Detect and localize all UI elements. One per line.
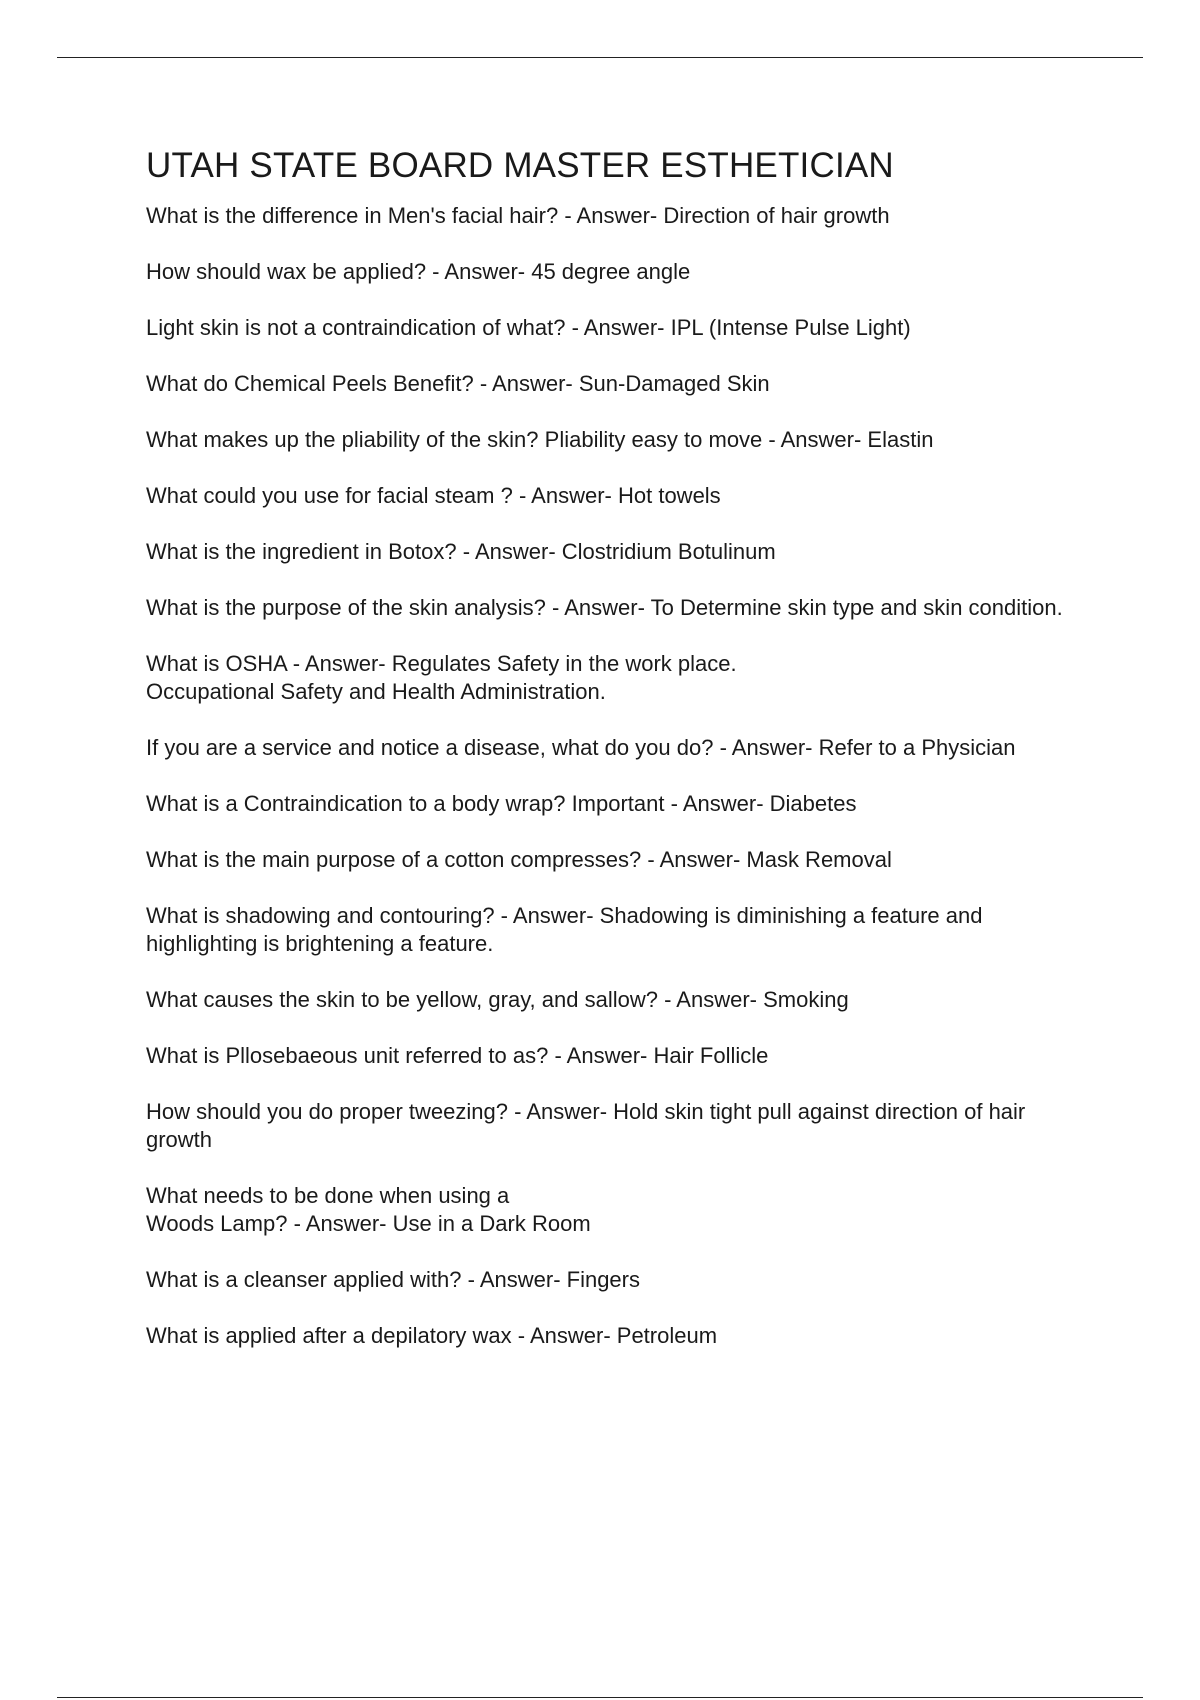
qa-item: What is the difference in Men's facial hair? - Answer- Direction of hair growth (146, 203, 890, 228)
qa-item: How should you do proper tweezing? - Answer- Hold skin tight pull against direction of hair growth (146, 1099, 1026, 1152)
top-divider (57, 57, 1143, 58)
bottom-divider (57, 1697, 1143, 1698)
qa-item: What is the main purpose of a cotton compresses? - Answer- Mask Removal (146, 847, 892, 872)
qa-item: What is Pllosebaeous unit referred to as? - Answer- Hair Follicle (146, 1043, 769, 1068)
qa-item: What is applied after a depilatory wax - Answer- Petroleum (146, 1323, 718, 1348)
qa-item: What is a Contraindication to a body wrap? Important - Answer- Diabetes (146, 791, 857, 816)
qa-item: What is shadowing and contouring? - Answer- Shadowing is diminishing a feature and highlighting is brightening a feature. (146, 903, 983, 956)
document-body (146, 143, 1086, 1378)
qa-item: What could you use for facial steam ? - Answer- Hot towels (146, 483, 721, 508)
qa-item: How should wax be applied? - Answer- 45 degree angle (146, 259, 691, 284)
qa-item: What is OSHA - Answer- Regulates Safety in the work place. Occupational Safety and Health Administration. (146, 651, 737, 704)
qa-item: What is the ingredient in Botox? - Answer- Clostridium Botulinum (146, 539, 776, 564)
qa-item: If you are a service and notice a disease, what do you do? - Answer- Refer to a Physician (146, 735, 1016, 760)
qa-item: What is the purpose of the skin analysis? - Answer- To Determine skin type and skin condition. (146, 595, 1063, 620)
qa-item: What makes up the pliability of the skin? Pliability easy to move - Answer- Elastin (146, 427, 934, 452)
qa-item: What causes the skin to be yellow, gray, and sallow? - Answer- Smoking (146, 987, 849, 1012)
document-title: UTAH STATE BOARD MASTER ESTHETICIAN (146, 146, 894, 185)
qa-item: What is a cleanser applied with? - Answer- Fingers (146, 1267, 640, 1292)
qa-item: What do Chemical Peels Benefit? - Answer- Sun-Damaged Skin (146, 371, 770, 396)
qa-item: Light skin is not a contraindication of what? - Answer- IPL (Intense Pulse Light) (146, 315, 911, 340)
qa-item: What needs to be done when using a Woods Lamp? - Answer- Use in a Dark Room (146, 1183, 591, 1236)
